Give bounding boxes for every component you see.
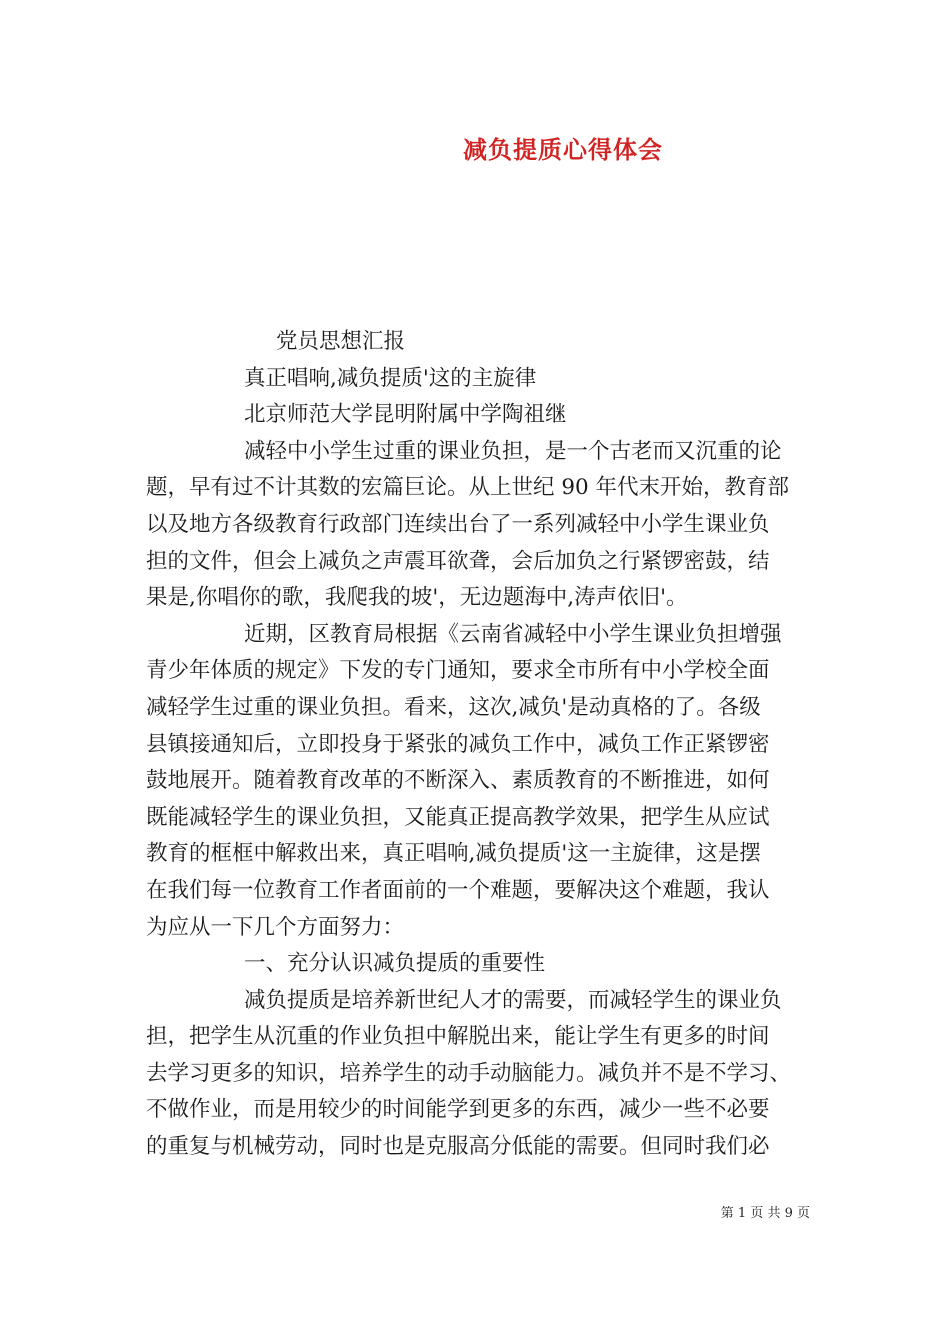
section-heading: 一、充分认识减负提质的重要性: [244, 951, 546, 977]
document-body: [146, 324, 810, 1166]
body-line: 在我们每一位教育工作者面前的一个难题，要解决这个难题，我认: [146, 877, 770, 903]
body-line: 青少年体质的规定》下发的专门通知，要求全市所有中小学校全面: [146, 658, 770, 684]
body-line: 果是,你唱你的歌，我爬我的坡'，无边题海中,涛声依旧'。: [146, 585, 688, 611]
body-line: 减轻中小学生过重的课业负担，是一个古老而又沉重的论: [244, 438, 782, 464]
body-line: 近期，区教育局根据《云南省减轻中小学生课业负担增强: [244, 621, 782, 647]
page-number: 第 1 页 共 9 页: [720, 1206, 810, 1221]
body-line: 党员思想汇报: [276, 329, 406, 354]
body-line: 既能减轻学生的课业负担，又能真正提高教学效果，把学生从应试: [146, 804, 770, 830]
body-line: 减轻学生过重的课业负担。看来，这次,减负'是动真格的了。各级: [146, 694, 761, 720]
body-line: 县镇接通知后，立即投身于紧张的减负工作中，减负工作正紧锣密: [146, 731, 770, 757]
body-line: 担的文件，但会上减负之声震耳欲聋，会后加负之行紧锣密鼓，结: [146, 548, 770, 574]
body-line: 去学习更多的知识，培养学生的动手动脑能力。减负并不是不学习、: [146, 1060, 792, 1086]
body-line: 题，早有过不计其数的宏篇巨论。从上世纪 90 年代末开始，教育部: [146, 475, 790, 501]
document-title: 减负提质心得体会: [463, 135, 663, 164]
body-line: 的重复与机械劳动，同时也是克服高分低能的需要。但同时我们必: [146, 1134, 770, 1160]
body-line: 担，把学生从沉重的作业负担中解脱出来，能让学生有更多的时间: [146, 1024, 770, 1050]
body-line: 不做作业，而是用较少的时间能学到更多的东西，减少一些不必要: [146, 1097, 770, 1123]
body-line: 以及地方各级教育行政部门连续出台了一系列减轻中小学生课业负: [146, 511, 770, 537]
body-line: 为应从一下几个方面努力：: [146, 914, 405, 940]
body-line: 真正唱响,减负提质'这的主旋律: [244, 365, 537, 391]
body-line: 北京师范大学昆明附属中学陶祖继: [244, 402, 567, 428]
body-line: 教育的框框中解救出来，真正唱响,减负提质'这一主旋律，这是摆: [146, 841, 761, 867]
body-line: 减负提质是培养新世纪人才的需要，而减轻学生的课业负: [244, 987, 782, 1013]
body-line: 鼓地展开。随着教育改革的不断深入、素质教育的不断推进，如何: [146, 768, 770, 794]
